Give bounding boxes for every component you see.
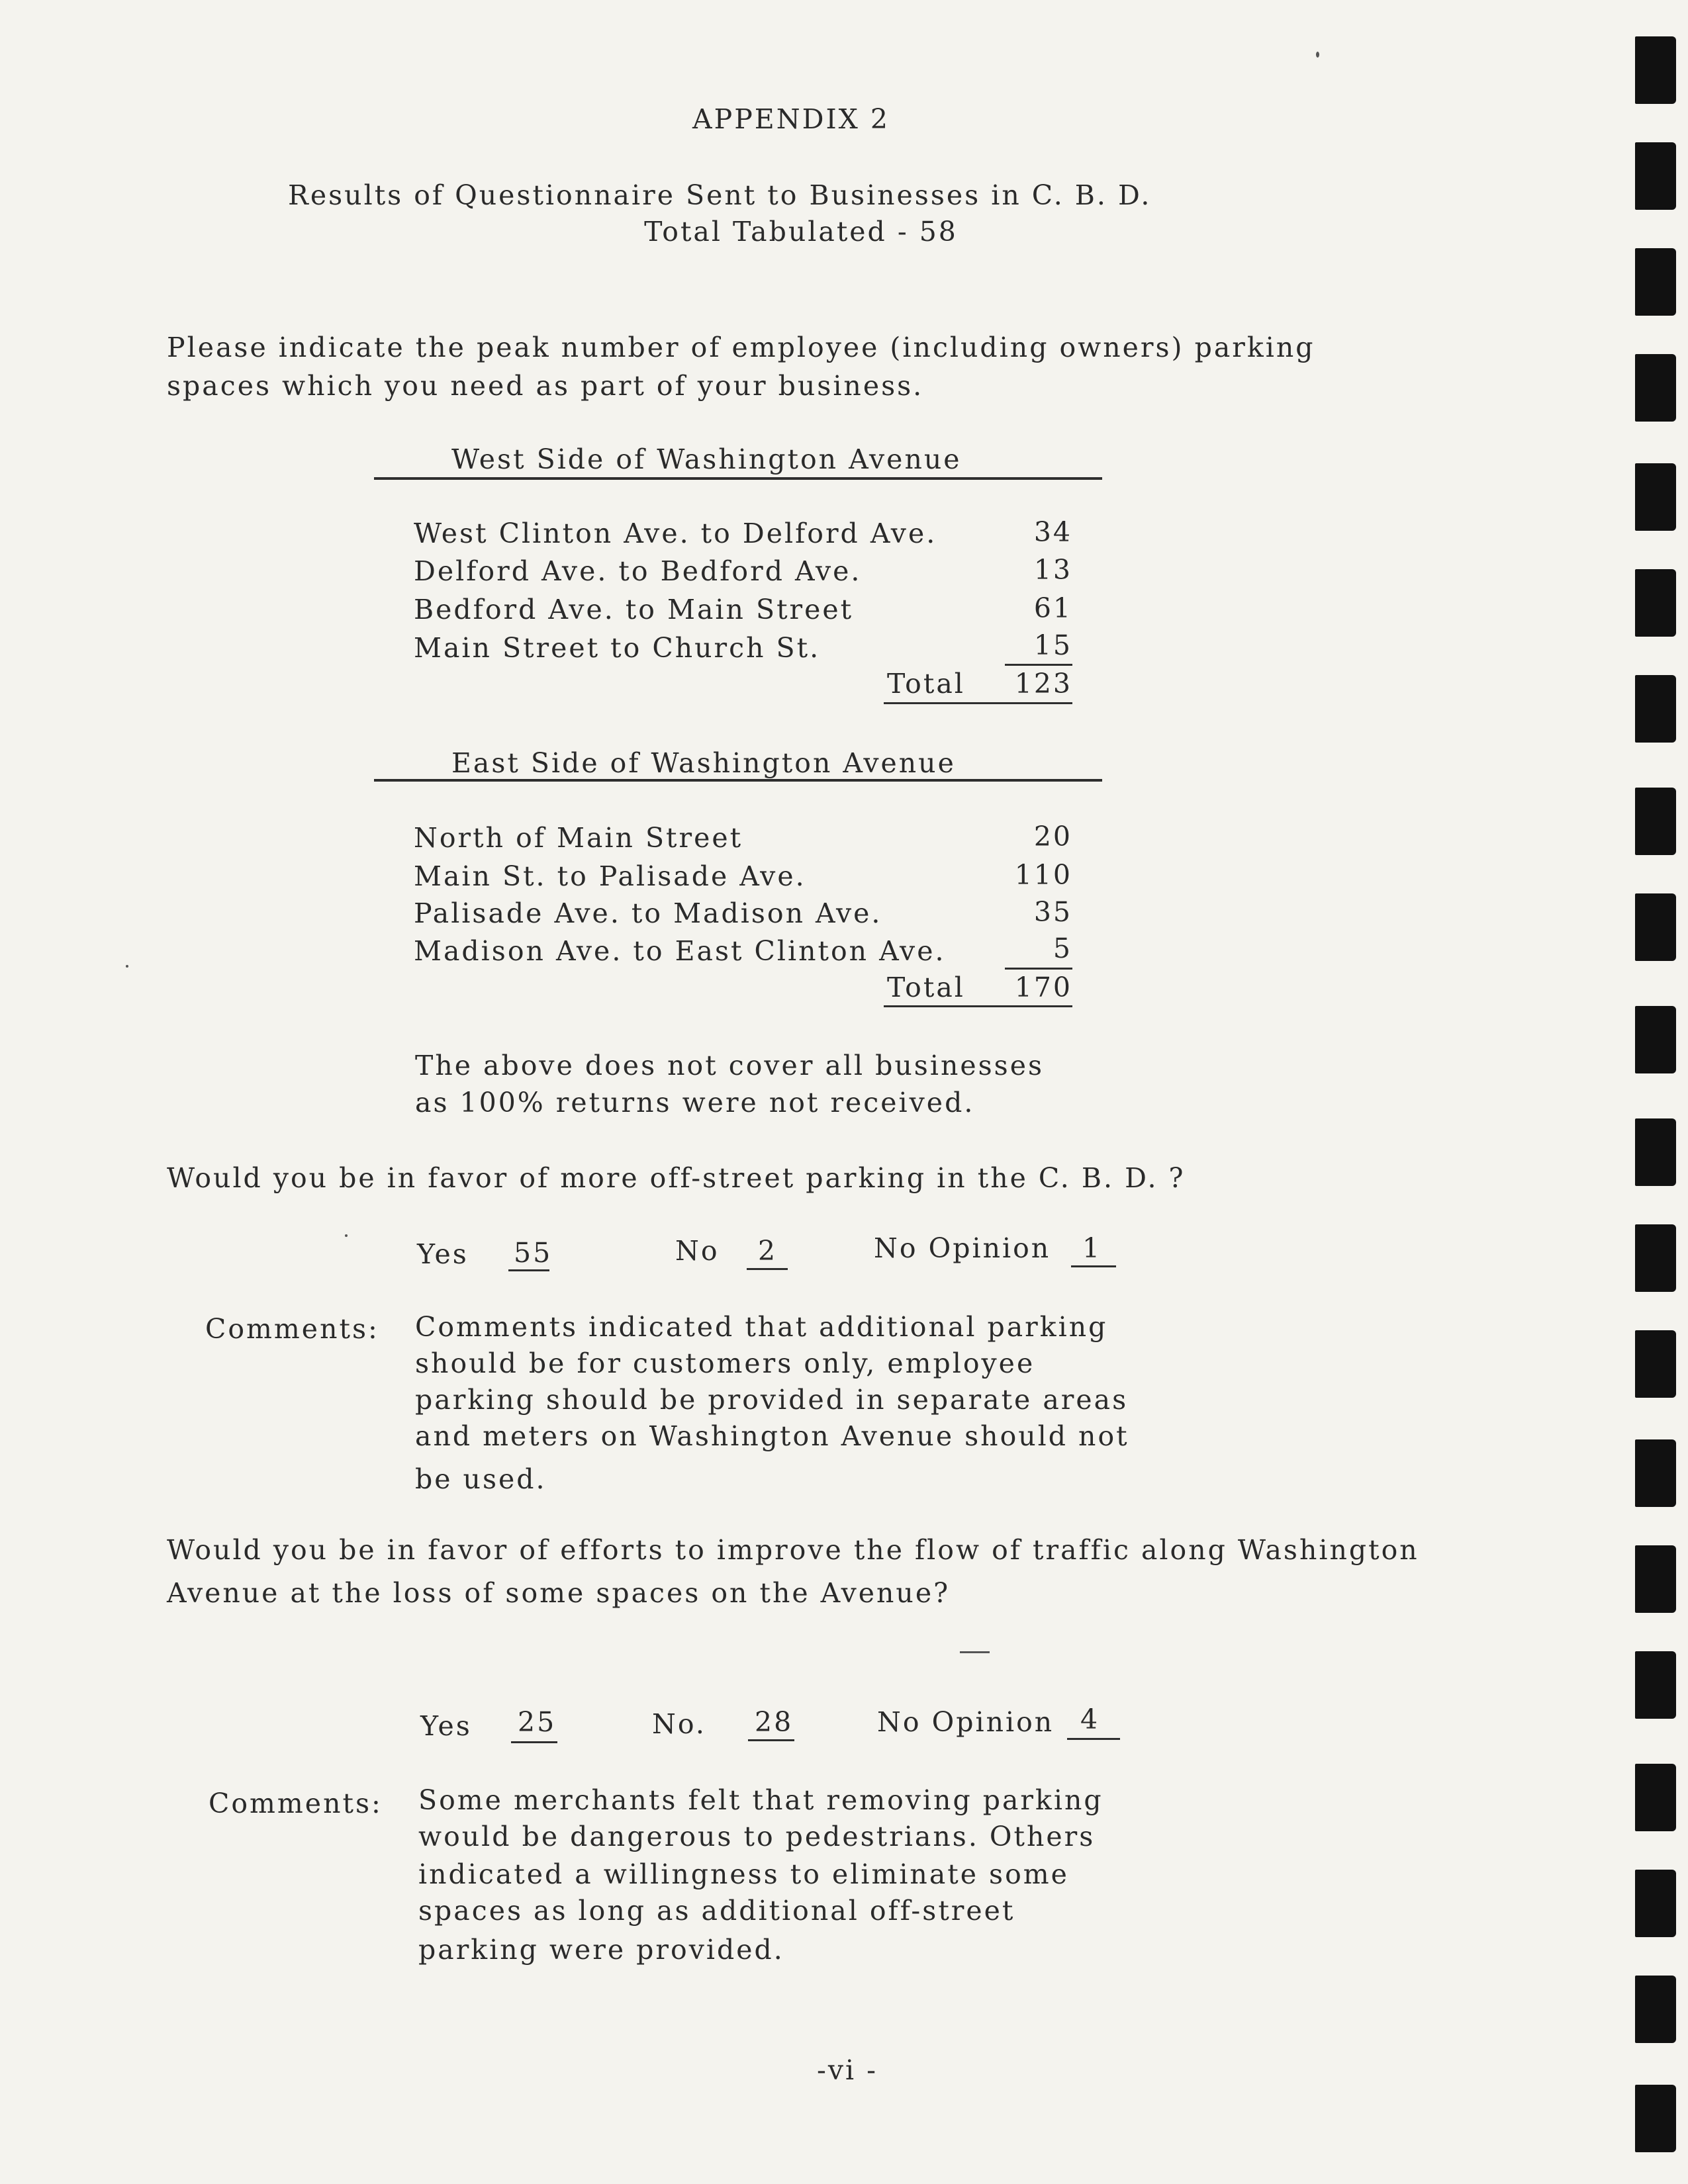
q3-comment-line-3: indicated a willingness to eliminate some <box>418 1858 1069 1890</box>
west-row-4-value: 15 <box>1033 629 1072 661</box>
note-line-2: as 100% returns were not received. <box>415 1087 975 1118</box>
west-row-1-value: 34 <box>1033 516 1072 548</box>
q2-yes-label: Yes <box>417 1238 469 1270</box>
q2-comment-line-5: be used. <box>415 1463 547 1495</box>
binding-hole <box>1635 1870 1676 1937</box>
page-number: -vi - <box>816 2054 878 2086</box>
binding-hole <box>1635 1651 1676 1719</box>
q2-yes-underline <box>508 1269 549 1271</box>
east-row-1-value: 20 <box>1033 821 1072 852</box>
east-total-rule <box>884 1005 1072 1007</box>
question-3-line-1: Would you be in favor of efforts to improve the flow of traffic along Washington <box>167 1534 1419 1566</box>
title-line-2: Total Tabulated - 58 <box>644 216 958 248</box>
binding-hole <box>1635 675 1676 743</box>
binding-hole <box>1635 569 1676 637</box>
west-row-1-label: West Clinton Ave. to Delford Ave. <box>414 518 937 549</box>
binding-hole <box>1635 1006 1676 1073</box>
q2-no-label: No <box>675 1235 720 1267</box>
binding-hole <box>1635 1439 1676 1507</box>
spiral-binding <box>1609 0 1688 2184</box>
east-row-1-label: North of Main Street <box>414 822 743 854</box>
west-total-value: 123 <box>1014 668 1072 700</box>
stray-mark <box>960 1651 990 1653</box>
east-row-2-label: Main St. to Palisade Ave. <box>414 860 806 892</box>
west-side-header: West Side of Washington Avenue <box>451 443 962 475</box>
q2-no-opinion-value: 1 <box>1082 1232 1102 1264</box>
title-line-1: Results of Questionnaire Sent to Businesses in C. B. D. <box>288 179 1152 211</box>
west-row-2-label: Delford Ave. to Bedford Ave. <box>414 555 862 587</box>
binding-hole <box>1635 1224 1676 1292</box>
q3-no-opinion-value: 4 <box>1080 1704 1100 1735</box>
q3-no-label: No. <box>652 1708 706 1740</box>
west-header-rule <box>374 477 1102 480</box>
speck <box>345 1234 348 1237</box>
speck <box>1316 52 1319 58</box>
binding-hole <box>1635 2085 1676 2152</box>
q3-yes-value: 25 <box>518 1706 557 1738</box>
appendix-heading: APPENDIX 2 <box>692 103 890 135</box>
east-total-value: 170 <box>1014 972 1072 1003</box>
east-row-2-value: 110 <box>1014 859 1072 891</box>
west-row-3-label: Bedford Ave. to Main Street <box>414 594 854 625</box>
west-row-2-value: 13 <box>1033 554 1072 586</box>
binding-hole <box>1635 463 1676 531</box>
q3-no-opinion-label: No Opinion <box>877 1706 1055 1738</box>
west-row-3-value: 61 <box>1033 592 1072 624</box>
west-row-4-label: Main Street to Church St. <box>414 632 821 664</box>
east-row-4-label: Madison Ave. to East Clinton Ave. <box>414 935 946 967</box>
binding-hole <box>1635 893 1676 961</box>
q2-comment-line-3: parking should be provided in separate areas <box>415 1384 1129 1416</box>
q3-no-opinion-underline <box>1067 1738 1120 1740</box>
question-1-line-1: Please indicate the peak number of employee (including owners) parking <box>167 332 1315 363</box>
q3-yes-label: Yes <box>420 1710 472 1742</box>
q2-no-underline <box>747 1268 788 1270</box>
east-sum-rule <box>1005 968 1072 970</box>
binding-hole <box>1635 788 1676 855</box>
binding-hole <box>1635 1545 1676 1613</box>
question-2-text: Would you be in favor of more off-street parking in the C. B. D. ? <box>167 1162 1186 1194</box>
q3-comment-line-2: would be dangerous to pedestrians. Others <box>418 1821 1096 1852</box>
q3-comment-line-4: spaces as long as additional off-street <box>418 1895 1015 1927</box>
west-sum-rule <box>1005 664 1072 666</box>
east-total-label: Total <box>887 972 965 1003</box>
west-total-rule <box>884 702 1072 704</box>
q3-no-underline <box>748 1739 794 1741</box>
binding-hole <box>1635 1330 1676 1398</box>
note-line-1: The above does not cover all businesses <box>415 1050 1045 1081</box>
speck <box>126 965 128 968</box>
east-header-rule <box>374 779 1102 782</box>
q2-no-opinion-underline <box>1071 1265 1116 1267</box>
q2-comment-line-2: should be for customers only, employee <box>415 1347 1035 1379</box>
binding-hole <box>1635 1764 1676 1831</box>
q2-yes-value: 55 <box>514 1237 553 1269</box>
west-total-label: Total <box>887 668 965 700</box>
east-row-3-label: Palisade Ave. to Madison Ave. <box>414 897 882 929</box>
q2-no-value: 2 <box>758 1235 778 1267</box>
q3-comment-line-1: Some merchants felt that removing parking <box>418 1784 1103 1816</box>
binding-hole <box>1635 1976 1676 2043</box>
q2-comment-line-1: Comments indicated that additional parking <box>415 1311 1108 1343</box>
east-row-4-value: 5 <box>1053 933 1072 964</box>
question-1-line-2: spaces which you need as part of your business. <box>167 370 924 402</box>
q3-comments-label: Comments: <box>209 1788 383 1819</box>
binding-hole <box>1635 1118 1676 1186</box>
east-side-header: East Side of Washington Avenue <box>451 747 956 779</box>
q2-comments-label: Comments: <box>205 1313 379 1345</box>
binding-hole <box>1635 248 1676 316</box>
q2-comment-line-4: and meters on Washington Avenue should not <box>415 1420 1129 1452</box>
binding-hole <box>1635 354 1676 422</box>
q3-comment-line-5: parking were provided. <box>418 1934 784 1966</box>
q3-yes-underline <box>511 1741 557 1743</box>
question-3-line-2: Avenue at the loss of some spaces on the Avenue? <box>167 1577 951 1609</box>
binding-hole <box>1635 36 1676 104</box>
q3-no-value: 28 <box>755 1706 794 1738</box>
east-row-3-value: 35 <box>1033 896 1072 928</box>
binding-hole <box>1635 142 1676 210</box>
q2-no-opinion-label: No Opinion <box>874 1232 1051 1264</box>
